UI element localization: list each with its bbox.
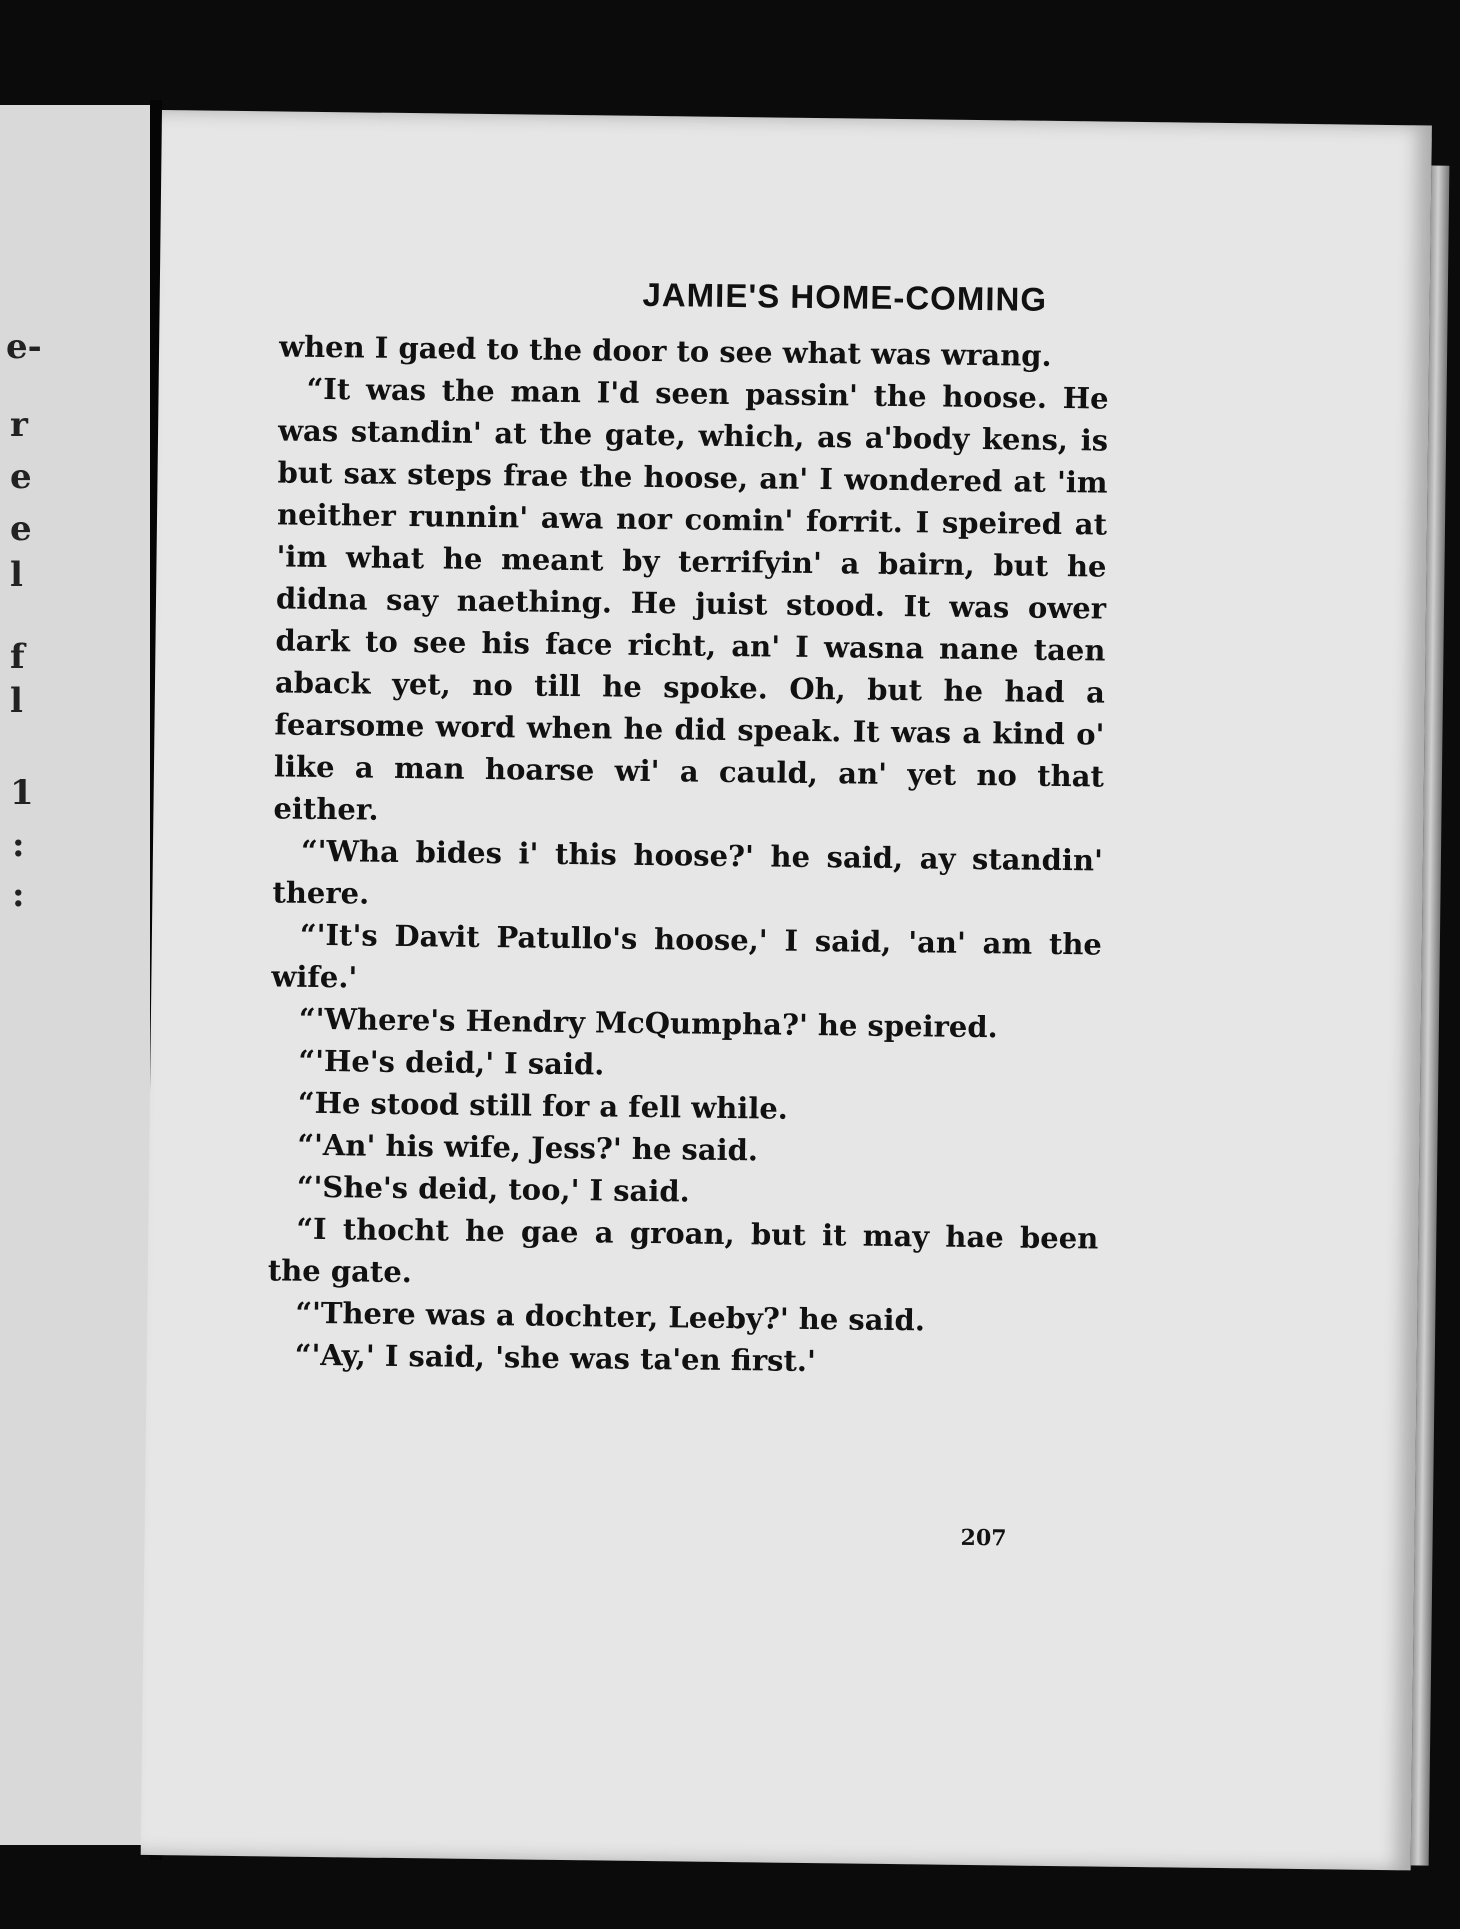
margin-fragment: e: [10, 457, 32, 497]
paragraph: “I thocht he gae a groan, but it may hae been the gate.: [267, 1211, 1099, 1290]
paragraph: “'He's deid,' I said.: [298, 1043, 605, 1082]
margin-fragment: l: [10, 681, 23, 721]
margin-fragment: e-: [6, 327, 42, 367]
running-head: JAMIE'S HOME-COMING: [642, 275, 1048, 318]
margin-fragment: 1: [10, 773, 34, 813]
margin-fragment: :: [12, 825, 25, 865]
facing-page-left: [0, 105, 158, 1845]
paragraph: “He stood still for a fell while.: [297, 1085, 789, 1126]
paragraph: “'Where's Hendry McQumpha?' he speired.: [298, 1001, 998, 1045]
margin-fragment: l: [10, 555, 23, 595]
paragraph: “'It's Davit Patullo's hoose,' I said, 'an' am the wife.': [271, 917, 1103, 995]
book-page: [141, 110, 1432, 1870]
margin-fragment: f: [10, 637, 25, 677]
paragraph: “'There was a dochter, Leeby?' he said.: [295, 1295, 926, 1338]
paragraph: “'An' his wife, Jess?' he said.: [297, 1127, 759, 1168]
paragraph: “It was the man I'd seen passin' the hoose. He was standin' at the gate, which, as a'body kens, is but sax steps frae the hoose, an' I wondered at 'im neither runnin' awa nor comin' forrit. I speired at 'im what he meant by terrifyin' a bairn, but he didna say naething. He juist stood. It was ower dark to see his face richt, an' I wasna nane taen aback yet, no till he spoke. Oh, but he had a fearsome word when he did speak. It was a kind o' like a man hoarse wi' a cauld, an' yet no that either.: [273, 371, 1109, 827]
body-text: [267, 325, 1110, 1385]
margin-fragment: e: [10, 509, 32, 549]
margin-fragment: :: [12, 875, 25, 915]
paragraph: “'Ay,' I said, 'she was ta'en first.': [294, 1337, 817, 1379]
paragraph: “'She's deid, too,' I said.: [296, 1169, 690, 1209]
paragraph: “'Wha bides i' this hoose?' he said, ay standin' there.: [272, 833, 1104, 911]
page-edge: [1411, 166, 1450, 1866]
margin-fragment: r: [10, 405, 28, 445]
paragraph: when I gaed to the door to see what was wrang.: [278, 329, 1052, 373]
page-number: 207: [960, 1524, 1007, 1552]
